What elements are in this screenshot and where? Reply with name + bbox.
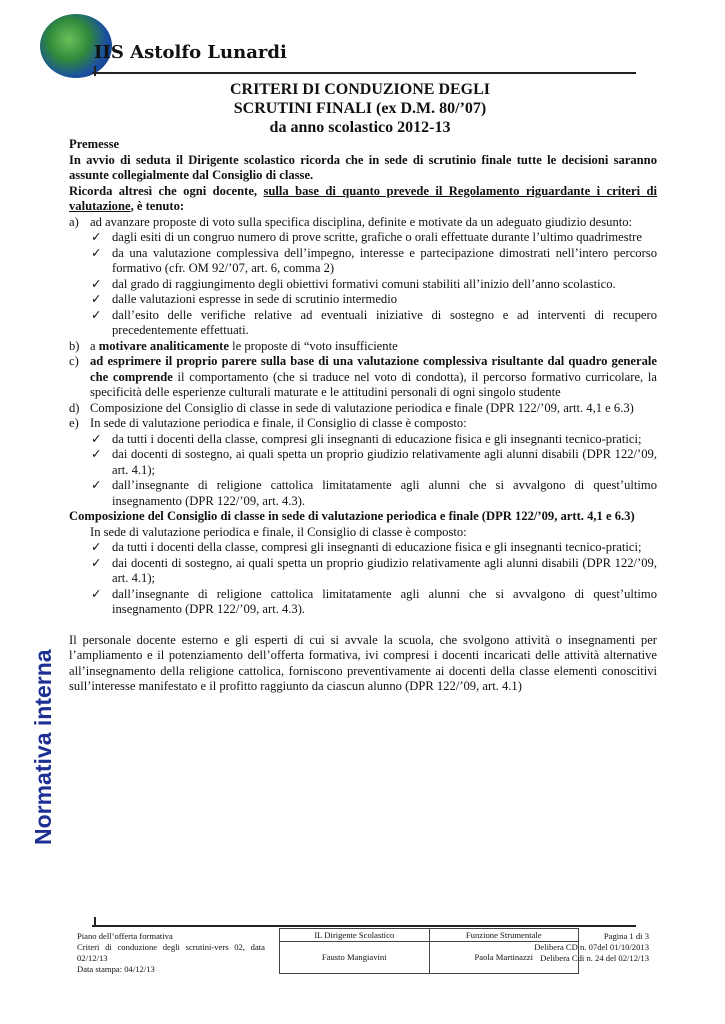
item-b-bold: motivare analiticamente bbox=[98, 338, 229, 353]
footer-col-value: Fausto Mangiavini bbox=[321, 952, 387, 962]
title-line-2: SCRUTINI FINALI (ex D.M. 80/’07) bbox=[233, 100, 487, 117]
footer-right bbox=[479, 931, 649, 964]
item-a-check-3 bbox=[69, 292, 657, 308]
item-b-pre: a bbox=[90, 338, 99, 353]
item-a bbox=[69, 215, 657, 231]
footer-col-value: Paola Martinazzi bbox=[474, 952, 533, 962]
footer-col-head: Funzione Strumentale bbox=[430, 929, 579, 942]
footer-left bbox=[77, 931, 265, 975]
item-b bbox=[69, 339, 657, 355]
item-c-bold: ad esprimere il proprio parere sulla base di una valutazione complessiva risultante dal quadro generale che comprende bbox=[90, 354, 657, 384]
composizione-intro: In sede di valutazione periodica e finale, il Consiglio di classe è composto: bbox=[90, 524, 467, 539]
document-title bbox=[130, 80, 590, 137]
ricorda-paragraph bbox=[69, 184, 657, 215]
item-e-check-2 bbox=[69, 478, 657, 509]
item-a-check-1 bbox=[69, 246, 657, 277]
ricorda-post: , è tenuto: bbox=[130, 199, 185, 213]
composizione-check-1 bbox=[69, 556, 657, 587]
check-text: da tutti i docenti della classe, compresi gli insegnanti di educazione fisica e gli insegnanti tecnico-pratici; bbox=[112, 431, 642, 446]
check-text: dalle valutazioni espresse in sede di scrutinio intermedio bbox=[112, 292, 398, 306]
composizione-heading: Composizione del Consiglio di classe in sede di valutazione periodica e finale (DPR 122/’09, artt. 4,1 e 6.3) bbox=[69, 509, 635, 523]
check-text: da tutti i docenti della classe, compresi gli insegnanti di educazione fisica e gli insegnanti tecnico-pratici; bbox=[112, 540, 642, 554]
paragraph-spacer bbox=[69, 618, 657, 633]
checkmark-icon: ✓ bbox=[91, 245, 102, 260]
check-text: dal grado di raggiungimento degli obiettivi formativi comuni stabiliti all’inizio dell’anno scolastico. bbox=[112, 276, 616, 291]
item-a-check-0 bbox=[69, 230, 657, 246]
title-line-1: CRITERI DI CONDUZIONE DEGLI bbox=[229, 81, 491, 98]
item-e-check-1 bbox=[69, 447, 657, 478]
header-rule bbox=[92, 72, 636, 74]
sidebar-label-vertical: Normativa interna bbox=[30, 649, 56, 845]
footer-rule-tick bbox=[94, 917, 96, 927]
checkmark-icon: ✓ bbox=[91, 307, 102, 322]
checkmark-icon: ✓ bbox=[91, 276, 102, 291]
item-c bbox=[69, 354, 657, 401]
title-line-3: da anno scolastico 2012-13 bbox=[269, 119, 451, 136]
premesse-heading: Premesse bbox=[69, 137, 120, 151]
check-text: dall’insegnante di religione cattolica limitatamente agli alunni che si avvalgono di quest’ultimo insegnamento (DPR 122/’09, art. 4.3). bbox=[112, 478, 657, 508]
item-c-label: c) bbox=[69, 354, 79, 368]
closing-paragraph: Il personale docente esterno e gli esperti di cui si avvale la scuola, che svolgono attività o insegnamenti per l’ampliamento e il potenziamento dell’offerta formativa, ivi compresi i docenti incaricati delle attività alternative all’insegnamento della religione cattolica, forniscono preventivamente ai docenti della classe elementi conoscitivi sull’interesse manifestato e il profitto raggiunto da ciascun alunno (DPR 122/’09, art. 4.1) bbox=[69, 632, 657, 693]
item-e-check-0 bbox=[69, 432, 657, 448]
item-c-post: il comportamento (che si traduce nel voto di condotta), il percorso formativo curricolare, la specificità delle esperienze culturali maturate e le attitudini personali di ogni singolo studente bbox=[90, 369, 657, 399]
checkmark-icon: ✓ bbox=[91, 230, 102, 244]
header-rule-tick bbox=[94, 66, 96, 76]
checkmark-icon: ✓ bbox=[91, 447, 102, 461]
composizione-check-2 bbox=[69, 587, 657, 618]
item-a-check-2 bbox=[69, 277, 657, 293]
item-e-label: e) bbox=[69, 416, 79, 430]
footer-delibera-cd: Delibera CD n. 07del 01/10/2013 bbox=[534, 942, 649, 952]
ricorda-pre: Ricorda altresì che ogni docente, bbox=[69, 183, 264, 198]
footer-left-line: Criteri di conduzione degli scrutini-vers 02, data 02/12/13 bbox=[77, 942, 265, 963]
check-text: dall’insegnante di religione cattolica limitatamente agli alunni che si avvalgono di quest’ultimo insegnamento (DPR 122/’09, art. 4.3). bbox=[112, 586, 657, 616]
checkmark-icon: ✓ bbox=[91, 431, 102, 446]
document-body bbox=[69, 137, 657, 695]
footer-page-number: Pagina 1 di 3 bbox=[603, 931, 649, 941]
checkmark-icon: ✓ bbox=[91, 292, 102, 306]
check-text: dai docenti di sostegno, ai quali spetta un proprio giudizio relativamente agli alunni disabili (DPR 122/’09, art. 4.1); bbox=[112, 447, 657, 477]
premesse-text: In avvio di seduta il Dirigente scolastico ricorda che in sede di scrutinio finale tutte le decisioni saranno assunte collegialmente dal Consiglio di classe. bbox=[69, 152, 657, 182]
item-b-label: b) bbox=[69, 338, 80, 353]
footer-left-line: Piano dell’offerta formativa bbox=[77, 931, 173, 941]
item-d-text: Composizione del Consiglio di classe in sede di valutazione periodica e finale (DPR 122/’09, artt. 4,1 e 6.3) bbox=[90, 400, 634, 415]
item-a-text: ad avanzare proposte di voto sulla specifica disciplina, definite e motivate da un adeguato giudizio desunto: bbox=[90, 214, 633, 229]
checkmark-icon: ✓ bbox=[91, 540, 102, 554]
check-text: dall’esito delle verifiche relative ad eventuali iniziative di sostegno e ad interventi di recupero precedentemente effettuati. bbox=[112, 307, 657, 337]
footer-rule bbox=[92, 925, 636, 927]
item-b-post: le proposte di “voto insufficiente bbox=[228, 338, 398, 353]
checkmark-icon: ✓ bbox=[91, 478, 102, 492]
checkmark-icon: ✓ bbox=[91, 555, 102, 570]
footer-delibera-cdi: Delibera Cdi n. 24 del 02/12/13 bbox=[540, 953, 649, 963]
check-text: dagli esiti di un congruo numero di prove scritte, grafiche o orali effettuate durante l’ultimo quadrimestre bbox=[112, 230, 642, 244]
check-text: dai docenti di sostegno, ai quali spetta un proprio giudizio relativamente agli alunni disabili (DPR 122/’09, art. 4.1); bbox=[112, 555, 657, 585]
item-d bbox=[69, 401, 657, 417]
check-text: da una valutazione complessiva dell’impegno, interesse e partecipazione dimostrati nell’intero percorso formativo (cfr. OM 92/’07, art. 6, comma 2) bbox=[112, 245, 657, 275]
item-a-label: a) bbox=[69, 214, 79, 229]
item-a-check-4 bbox=[69, 308, 657, 339]
checkmark-icon: ✓ bbox=[91, 586, 102, 601]
item-e bbox=[69, 416, 657, 432]
footer-col-head: IL Dirigente Scolastico bbox=[280, 929, 429, 942]
item-e-text: In sede di valutazione periodica e finale, il Consiglio di classe è composto: bbox=[90, 416, 467, 430]
school-name: IIS Astolfo Lunardi bbox=[94, 42, 287, 63]
ricorda-underlined: sulla base di quanto prevede il Regolamento riguardante i criteri di valutazione bbox=[69, 183, 658, 213]
footer-col-dirigente bbox=[280, 929, 429, 973]
item-d-label: d) bbox=[69, 400, 80, 415]
footer-left-line: Data stampa: 04/12/13 bbox=[77, 964, 155, 974]
composizione-check-0 bbox=[69, 540, 657, 556]
